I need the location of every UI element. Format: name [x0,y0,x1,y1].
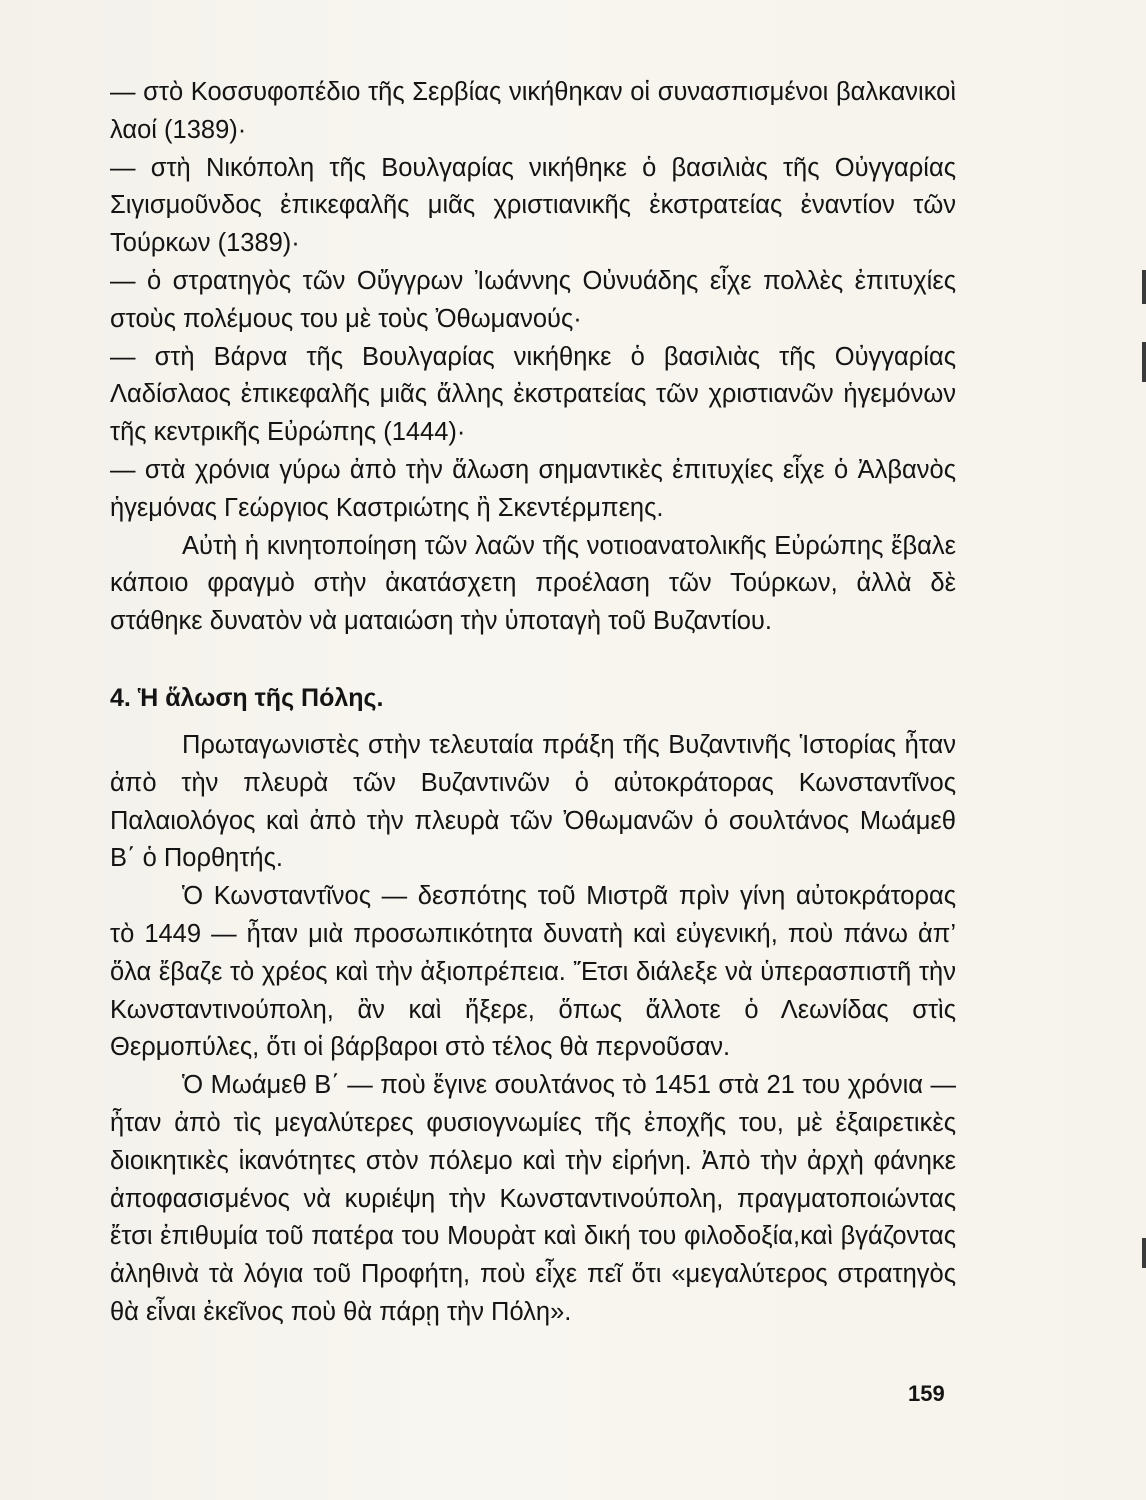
paragraph: Πρωταγωνιστὲς στὴν τελευταία πράξη τῆς Βυζαντινῆς Ἱστορίας ἦταν ἀπὸ τὴν πλευρὰ τῶν Βυζαντινῶν ὁ αὐτοκράτορας Κωνσταντῖνος Παλαιολόγος καὶ ἀπὸ τὴν πλευρὰ τῶν Ὀθωμανῶν ὁ σουλτάνος Μωάμεθ Β΄ ὁ Πορθητής. [110,730,956,873]
list-item: — στὴ Νικόπολη τῆς Βουλγαρίας νικήθηκε ὁ βασιλιὰς τῆς Οὐγγαρίας Σιγισμοῦνδος ἐπικεφαλῆς μιᾶς χριστιανικῆς ἐκστρατείας ἐναντίον τῶν Τούρκων (1389)· [110,153,956,258]
page-number: 159 [908,1381,945,1406]
page-edge-mark [1142,1238,1146,1268]
text-body [110,74,956,1332]
paragraph: Αὐτὴ ἡ κινητοποίηση τῶν λαῶν τῆς νοτιοανατολικῆς Εὐρώπης ἔβαλε κάποιο φραγμὸ στὴν ἀκατάσχετη προέλαση τῶν Τούρκων, ἀλλὰ δὲ στάθηκε δυνατὸν νὰ ματαιώση τὴν ὑποταγὴ τοῦ Βυζαντίου. [110,531,956,636]
list-item: — στὸ Κοσσυφοπέδιο τῆς Σερβίας νικήθηκαν οἱ συνασπισμένοι βαλκανικοὶ λαοί (1389)· [110,78,956,144]
list-item: — στὴ Βάρνα τῆς Βουλγαρίας νικήθηκε ὁ βασιλιὰς τῆς Οὐγγαρίας Λαδίσλαος ἐπικεφαλῆς μιᾶς ἄλλης ἐκστρατείας τῶν χριστιανῶν ἡγεμόνων τῆς κεντρικῆς Εὐρώπης (1444)· [110,342,956,447]
paragraph: Ὁ Κωνσταντῖνος — δεσπότης τοῦ Μιστρᾶ πρὶν γίνη αὐτοκράτορας τὸ 1449 — ἦταν μιὰ προσωπικότητα δυνατὴ καὶ εὐγενική, ποὺ πάνω ἀπ’ ὅλα ἔβαζε τὸ χρέος καὶ τὴν ἀξιοπρέπεια. Ἔτσι διάλεξε νὰ ὑπερασπιστῆ τὴν Κωνσταντινούπολη, ἂν καὶ ἤξερε, ὅπως ἄλλοτε ὁ Λεωνίδας στὶς Θερμοπύλες, ὅτι οἱ βάρβαροι στὸ τέλος θὰ περνοῦσαν. [110,882,956,1062]
page-edge-mark [1142,270,1146,304]
list-item: — στὰ χρόνια γύρω ἀπὸ τὴν ἅλωση σημαντικὲς ἐπιτυχίες εἶχε ὁ Ἀλβανὸς ἡγεμόνας Γεώργιος Καστριώτης ἢ Σκεντέρμπεης. [110,455,956,522]
paragraph: Ὁ Μωάμεθ Β΄ — ποὺ ἔγινε σουλτάνος τὸ 1451 στὰ 21 του χρόνια — ἦταν ἀπὸ τὶς μεγαλύτερες φυσιογνωμίες τῆς ἐποχῆς του, μὲ ἐξαιρετικὲς διοικητικὲς ἱκανότητες στὸν πόλεμο καὶ τὴν εἰρήνη. Ἀπὸ τὴν ἀρχὴ φάνηκε ἀποφασισμένος νὰ κυριέψη τὴν Κωνσταντινούπολη, πραγματοποιώντας ἔτσι ἐπιθυμία τοῦ πατέρα του Μουρὰτ καὶ δική του φιλοδοξία,καὶ βγάζοντας ἀληθινὰ τὰ λόγια τοῦ Προφήτη, ποὺ εἶχε πεῖ ὅτι «μεγαλύτερος στρατηγὸς θὰ εἶναι ἐκεῖνος ποὺ θὰ πάρῃ τὴν Πόλη». [110,1071,956,1326]
section-heading: 4. Ἡ ἅλωση τῆς Πόλης. [110,683,384,712]
list-item: — ὁ στρατηγὸς τῶν Οὔγγρων Ἰωάννης Οὐνυάδης εἶχε πολλὲς ἐπιτυχίες στοὺς πολέμους του μὲ τοὺς Ὀθωμανούς· [110,266,956,333]
page-edge-mark [1142,342,1146,382]
